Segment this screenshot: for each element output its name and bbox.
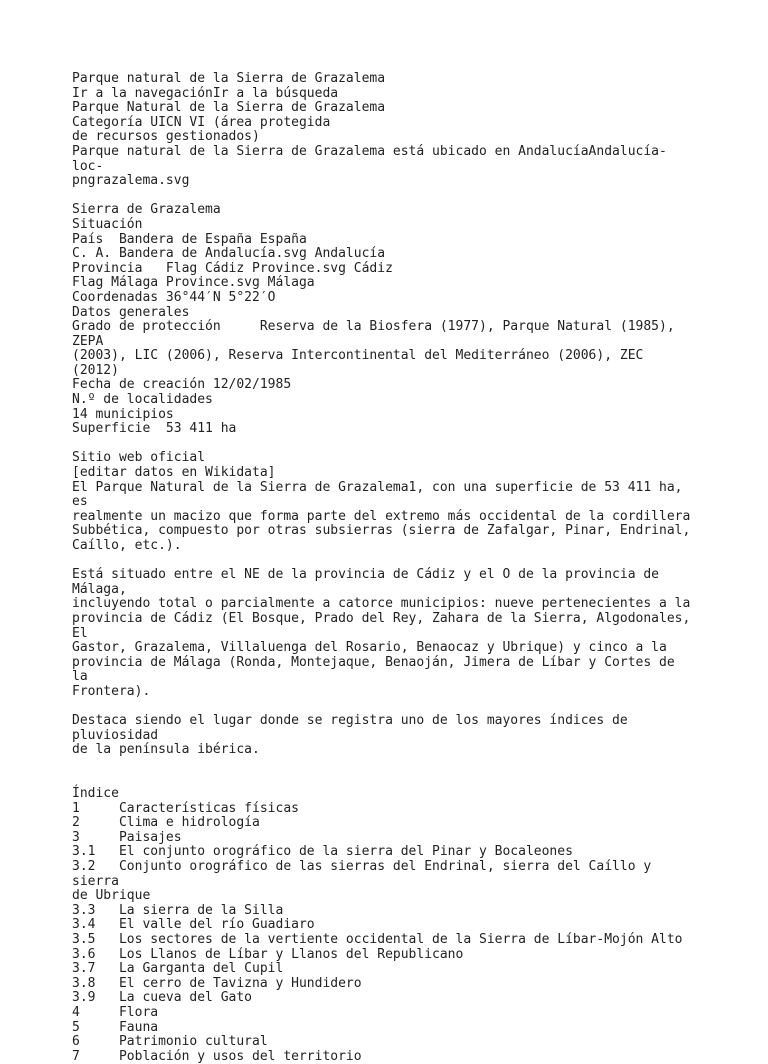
document-line [72,700,696,715]
document-line: provincia de Cádiz (El Bosque, Prado del Rey, Zahara de la Sierra, Algodonales, El [72,610,699,641]
document-line: C. A. Bandera de Andalucía.svg Andalucía [72,246,386,262]
document-line: Índice [72,786,119,802]
document-line: Frontera). [72,683,151,699]
document-line [72,189,696,204]
document-line: Coordenadas 36°44′N 5°22′O [72,289,276,305]
document-line: [editar datos en Wikidata] [72,465,276,481]
document-line: pngrazalema.svg [72,173,190,189]
document-text [72,71,699,1064]
document-line: Ir a la navegaciónIr a la búsqueda [72,85,339,101]
document-line [72,773,696,788]
document-line: 1 Características físicas [72,800,299,816]
document-line: 4 Flora [72,1005,159,1020]
document-line [72,554,696,569]
document-line: N.º de localidades [72,392,213,408]
document-line: Grado de protección Reserva de la Biosfera (1977), Parque Natural (1985), ZEPA [72,319,683,349]
document-line: Caíllo, etc.). [72,538,182,553]
document-line: (2003), LIC (2006), Reserva Intercontinental del Mediterráneo (2006), ZEC (2012) [72,348,652,378]
document-line: Fecha de creación 12/02/1985 [72,377,292,393]
document-line: Sierra de Grazalema [72,202,221,218]
document-line: El Parque Natural de la Sierra de Grazalema1, con una superficie de 53 411 ha, es [72,479,691,510]
document-line: provincia de Málaga (Ronda, Montejaque, Benaoján, Jimera de Líbar y Cortes de la [72,654,683,685]
document-line: Flag Málaga Province.svg Málaga [72,275,315,291]
document-line: 3.3 La sierra de la Silla [72,902,284,918]
document-line: 3.6 Los Llanos de Líbar y Llanos del Republicano [72,946,464,962]
document-line: realmente un macizo que forma parte del extremo más occidental de la cordillera [72,508,691,524]
document-line: de Ubrique [72,888,151,904]
document-line: Parque natural de la Sierra de Grazalema está ubicado en AndalucíaAndalucía-loc- [72,143,667,174]
document-line: 3.5 Los sectores de la vertiente occidental de la Sierra de Líbar-Mojón Alto [72,932,683,948]
document-line: Está situado entre el NE de la provincia de Cádiz y el O de la provincia de Málaga, [72,567,667,597]
document-line: de recursos gestionados) [72,129,260,145]
document-line: Subbética, compuesto por otras subsierras (sierra de Zafalgar, Pinar, Endrinal, [72,523,691,539]
document-line: 7 Población y usos del territorio [72,1048,362,1064]
document-line: 5 Fauna [72,1019,159,1035]
document-line: Datos generales [72,304,190,320]
document-line: 3.9 La cueva del Gato [72,990,253,1006]
document-line: de la península ibérica. [72,742,260,758]
document-line: 14 municipios [72,406,174,422]
document-line: 3.8 El cerro de Tavizna y Hundidero [72,975,362,991]
document-line: Parque natural de la Sierra de Grazalema [72,71,386,86]
document-line: Gastor, Grazalema, Villaluenga del Rosario, Benaocaz y Ubrique) y cinco a la [72,640,667,656]
document-line: Destaca siendo el lugar donde se registra uno de los mayores índices de pluviosidad [72,713,636,743]
document-line: Sitio web oficial [72,450,206,466]
document-line: 3.7 La Garganta del Cupil [72,961,284,977]
document-line: 2 Clima e hidrología [72,815,260,831]
document-line: Superficie 53 411 ha [72,421,237,437]
document-line: incluyendo total o parcialmente a catorce municipios: nueve pertenecientes a la [72,596,691,612]
document-line: País Bandera de España España [72,231,307,247]
document-line: 3.1 El conjunto orográfico de la sierra del Pinar y Bocaleones [72,844,573,860]
document-line: 3.2 Conjunto orográfico de las sierras del Endrinal, sierra del Caíllo y sierra [72,859,660,889]
document-line: 6 Patrimonio cultural [72,1034,268,1050]
document-line [72,758,696,773]
document-line: 3 Paisajes [72,829,182,845]
document-line: Provincia Flag Cádiz Province.svg Cádiz [72,260,393,276]
document-line [72,437,696,452]
document-line: Situación [72,216,143,232]
document-line: 3.4 El valle del río Guadiaro [72,917,315,933]
document-line: Categoría UICN VI (área protegida [72,114,331,130]
document-line: Parque Natural de la Sierra de Grazalema [72,100,386,116]
